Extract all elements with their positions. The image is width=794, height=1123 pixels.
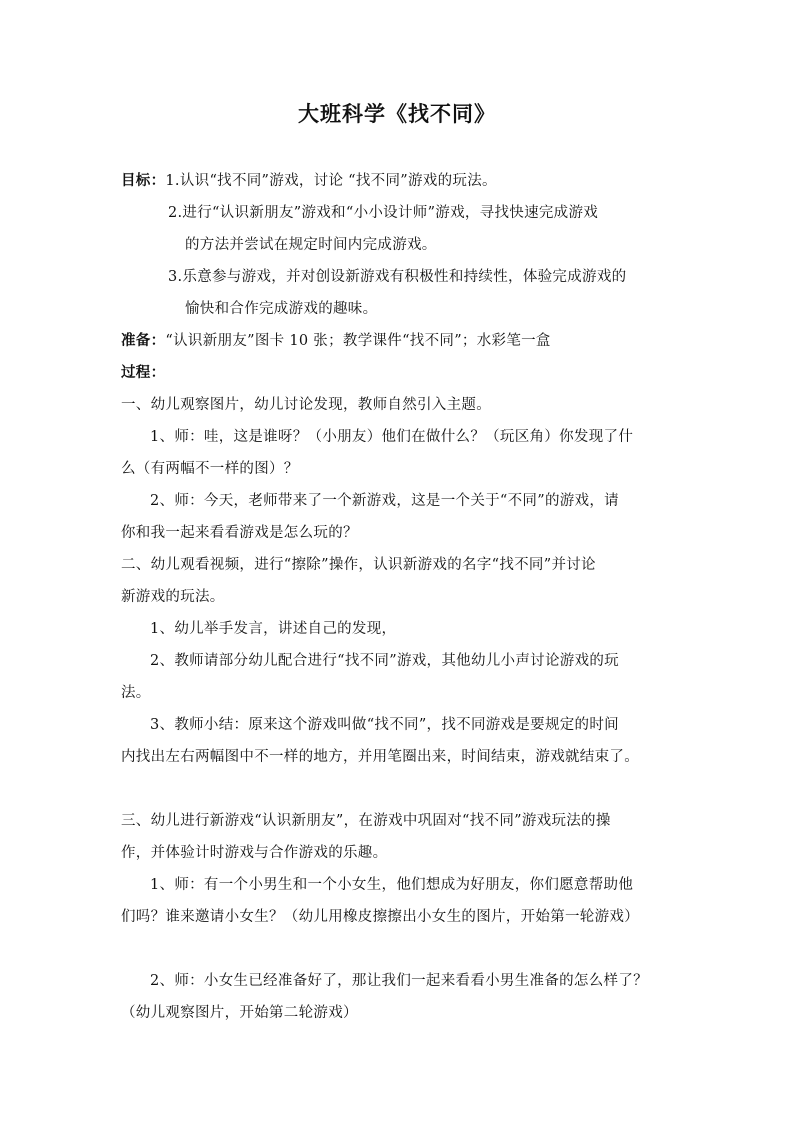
section-1-paragraph-2-line-1: 2、师：今天，老师带来了一个新游戏，这是一个关于“不同”的游戏，请 — [150, 493, 619, 509]
goal-item-3-line-2: 愉快和合作完成游戏的趣味。 — [185, 301, 378, 317]
section-2-paragraph-2-line-2: 法。 — [121, 685, 151, 701]
section-1-paragraph-2-line-2: 你和我一起来看看游戏是怎么玩的？ — [121, 525, 358, 541]
section-2-heading-line-1: 二、幼儿观看视频，进行“擦除”操作，认识新游戏的名字“找不同”并讨论 — [121, 557, 596, 573]
goals-row-1 — [121, 172, 497, 190]
goal-item-2-line-2: 的方法并尝试在规定时间内完成游戏。 — [185, 237, 437, 253]
page-title: 大班科学《找不同》 — [298, 101, 496, 126]
section-1-paragraph-1-line-2: 么（有两幅不一样的图）？ — [121, 461, 299, 477]
section-3-paragraph-1-line-2: 们吗？谁来邀请小女生？（幼儿用橡皮擦擦出小女生的图片，开始第一轮游戏） — [121, 909, 639, 925]
section-2-paragraph-3-line-1: 3、教师小结：原来这个游戏叫做“找不同”，找不同游戏是要规定的时间 — [150, 717, 619, 733]
section-2-paragraph-3-line-2: 内找出左右两幅图中不一样的地方，并用笔圈出来，时间结束，游戏就结束了。 — [121, 749, 639, 765]
section-3-heading-line-2: 作，并体验计时游戏与合作游戏的乐趣。 — [121, 845, 388, 861]
section-2-paragraph-1: 1、幼儿举手发言，讲述自己的发现， — [150, 621, 397, 637]
section-3-paragraph-2-line-2: （幼儿观察图片，开始第二轮游戏） — [121, 1005, 358, 1021]
section-3-paragraph-1-line-1: 1、师：有一个小男生和一个小女生，他们想成为好朋友，你们愿意帮助他 — [150, 877, 634, 893]
process-label: 过程： — [121, 364, 166, 381]
prep-row — [121, 332, 551, 350]
section-1-paragraph-1-line-1: 1、师：哇，这是谁呀？（小朋友）他们在做什么？（玩区角）你发现了什 — [150, 429, 634, 445]
section-3-paragraph-2-line-1: 2、师：小女生已经准备好了，那让我们一起来看看小男生准备的怎么样了？ — [150, 973, 648, 989]
goal-item-2-line-1: 2.进行“认识新朋友”游戏和“小小设计师”游戏，寻找快速完成游戏 — [168, 205, 599, 221]
goals-label: 目标： — [121, 172, 166, 189]
section-1-heading: 一、幼儿观察图片，幼儿讨论发现，教师自然引入主题。 — [121, 397, 491, 413]
section-2-paragraph-2-line-1: 2、教师请部分幼儿配合进行“找不同”游戏，其他幼儿小声讨论游戏的玩 — [150, 653, 619, 669]
prep-text: “认识新朋友”图卡 10 张；教学课件“找不同”；水彩笔一盒 — [165, 333, 551, 349]
goal-item-1: 1.认识“找不同”游戏，讨论 “找不同”游戏的玩法。 — [165, 173, 497, 189]
section-2-heading-line-2: 新游戏的玩法。 — [121, 589, 225, 605]
goal-item-3-line-1: 3.乐意参与游戏，并对创设新游戏有积极性和持续性，体验完成游戏的 — [168, 269, 627, 285]
prep-label: 准备： — [121, 332, 166, 349]
section-3-heading-line-1: 三、幼儿进行新游戏“认识新朋友”，在游戏中巩固对“找不同”游戏玩法的操 — [121, 813, 611, 829]
